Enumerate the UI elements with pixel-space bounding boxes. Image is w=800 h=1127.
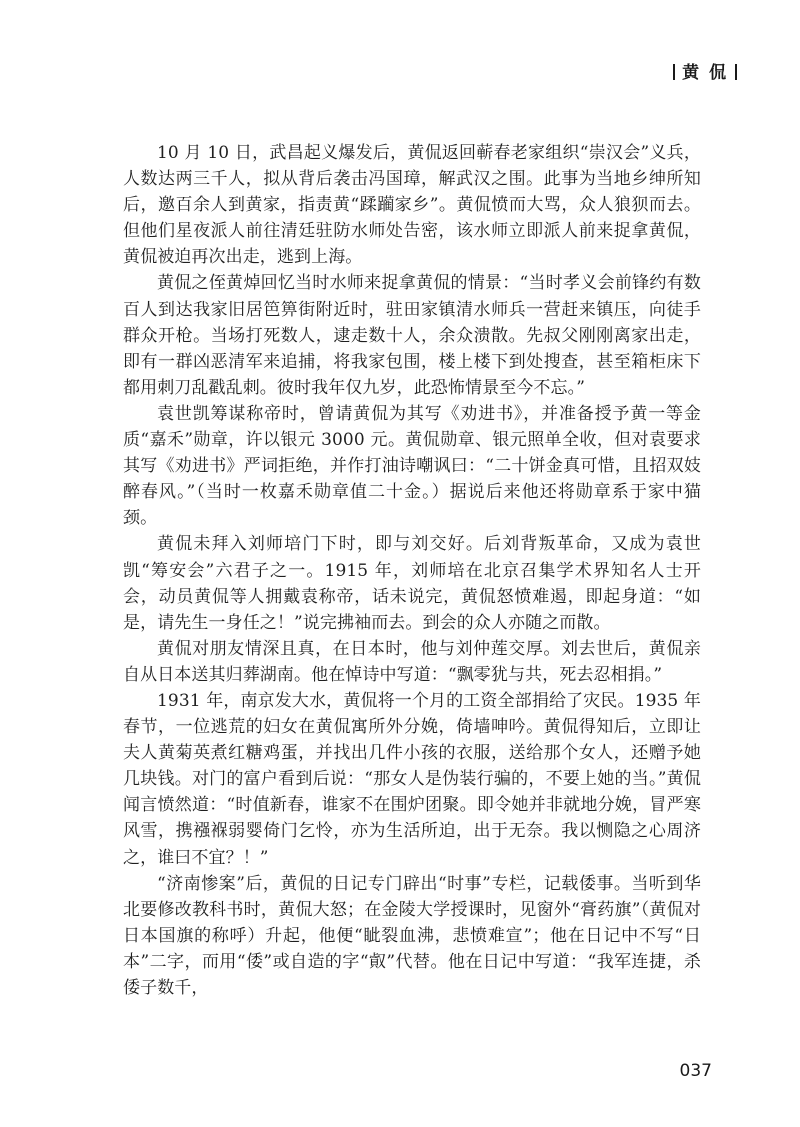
- paragraph: 1931 年，南京发大水，黄侃将一个月的工资全部捐给了灾民。1935 年春节，一位逃荒的妇女在黄侃寓所外分娩，倚墙呻吟。黄侃得知后，立即让夫人黄菊英煮红糖鸡蛋，并找出几件小孩的衣服，送给那个女人，还赠予她几块钱。对门的富户看到后说：“那女人是伪装行骗的，不要上她的当。”黄侃闻言愤然道：“时值新春，谁家不在围炉团聚。即令她并非就地分娩，冒严寒风雪，携襁褓弱婴倚门乞怜，亦为生活所迫，出于无奈。我以恻隐之心周济之，谁曰不宜？！”: [123, 690, 701, 868]
- paragraph: 10 月 10 日，武昌起义爆发后，黄侃返回蕲春老家组织“崇汉会”义兵，人数达两三千人，拟从背后袭击冯国璋，解武汉之围。此事为当地乡绅所知后，邀百余人到黄家，指责黄“蹂躏家乡”。黄侃愤而大骂，众人狼狈而去。但他们星夜派人前往清廷驻防水师处告密，该水师立即派人前来捉拿黄侃，黄侃被迫再次出走，逃到上海。: [123, 143, 701, 268]
- body-text: [123, 140, 701, 1001]
- header-bar-left: [673, 64, 675, 80]
- paragraph: 黄侃之侄黄焯回忆当时水师来捉拿黄侃的情景：“当时孝义会前锋约有数百人到达我家旧居笆箅街附近时，驻田家镇清水师兵一营赶来镇压，向徒手群众开枪。当场打死数人，逮走数十人，余众溃散。先叔父刚刚离家出走，即有一群凶恶清军来追捕，将我家包围，楼上楼下到处搜查，甚至箱柜床下都用刺刀乱戳乱刺。彼时我年仅九岁，此恐怖情景至今不忘。”: [123, 273, 701, 398]
- paragraph: 袁世凯筹谋称帝时，曾请黄侃为其写《劝进书》，并准备授予黄一等金质“嘉禾”勋章，许以银元 3000 元。黄侃勋章、银元照单全收，但对袁要求其写《劝进书》严词拒绝，并作打油诗嘲讽曰：“二十饼金真可惜，且招双妓醉春风。”（当时一枚嘉禾勋章值二十金。）据说后来他还将勋章系于家中猫颈。: [123, 403, 701, 529]
- paragraph: 黄侃对朋友情深且真，在日本时，他与刘仲莲交厚。刘去世后，黄侃亲自从日本送其归葬湖南。他在悼诗中写道：“飘零犹与共，死去忍相捐。”: [123, 638, 701, 685]
- paragraph: 黄侃未拜入刘师培门下时，即与刘交好。后刘背叛革命，又成为袁世凯“筹安会”六君子之一。1915 年，刘师培在北京召集学术界知名人士开会，动员黄侃等人拥戴袁称帝，话未说完，黄侃怒愤难遏，即起身道：“如是，请先生一身任之！”说完拂袖而去。到会的众人亦随之而散。: [123, 534, 701, 633]
- running-header: [666, 58, 744, 83]
- paragraph: “济南惨案”后，黄侃的日记专门辟出“时事”专栏，记载倭事。当听到华北要修改教科书时，黄侃大怒；在金陵大学授课时，见窗外“膏药旗”（黄侃对日本国旗的称呼）升起，他便“眦裂血沸，悲愤难宣”；他在日记中不写“日本”二字，而用“倭”或自造的字“㕢”代替。他在日记中写道：“我军连捷，杀倭子数千，: [123, 873, 701, 998]
- page-number: 037: [679, 1061, 712, 1081]
- header-bar-right: [735, 64, 737, 80]
- chapter-title: 黄 侃: [682, 63, 728, 83]
